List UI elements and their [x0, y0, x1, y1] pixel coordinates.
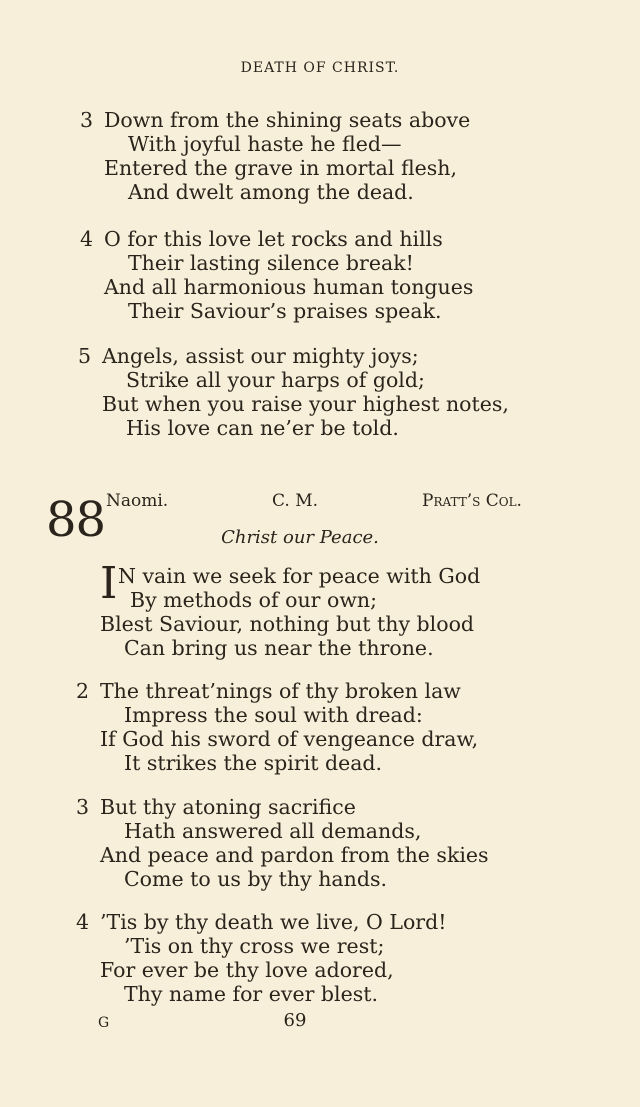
verse-line: And dwelt among the dead.	[128, 180, 414, 204]
verse-line: Can bring us near the throne.	[124, 636, 434, 660]
meter: C. M.	[272, 491, 319, 511]
verse-line: ’Tis on thy cross we rest;	[124, 934, 385, 958]
verse-line: It strikes the spirit dead.	[124, 751, 383, 775]
stanza-number: 4	[76, 910, 90, 934]
verse-line: But when you raise your highest notes,	[102, 392, 509, 416]
page-number: 69	[283, 1010, 307, 1031]
verse-line: If God his sword of vengeance draw,	[100, 727, 479, 751]
verse-line: O for this love let rocks and hills	[104, 227, 443, 251]
stanza-number: 5	[78, 344, 92, 368]
hymn-title: Christ our Peace.	[221, 527, 379, 548]
verse-line: ’Tis by thy death we live, O Lord!	[100, 910, 447, 934]
verse-line: Their lasting silence break!	[128, 251, 414, 275]
verse-line: Angels, assist our mighty joys;	[102, 344, 419, 368]
verse-line: Entered the grave in mortal flesh,	[104, 156, 458, 180]
verse-line: With joyful haste he fled—	[128, 132, 402, 156]
source: Pratt’s Col.	[422, 491, 522, 511]
verse-line: Come to us by thy hands.	[124, 867, 387, 891]
signature-mark: G	[98, 1015, 110, 1031]
stanza-number: 2	[76, 679, 90, 703]
verse-line: Impress the soul with dread:	[124, 703, 423, 727]
drop-cap: I	[100, 558, 118, 609]
verse-line: Blest Saviour, nothing but thy blood	[100, 612, 475, 636]
verse-line: Thy name for ever blest.	[124, 982, 378, 1006]
verse-line: Hath answered all demands,	[124, 819, 422, 843]
tune-name: Naomi.	[106, 491, 169, 511]
verse-line: And peace and pardon from the skies	[100, 843, 489, 867]
verse-line: The threat’nings of thy broken law	[100, 679, 461, 703]
verse-line: Down from the shining seats above	[104, 108, 471, 132]
verse-line: And all harmonious human tongues	[104, 275, 474, 299]
verse-line: Their Saviour’s praises speak.	[128, 299, 442, 323]
stanza-number: 3	[80, 108, 94, 132]
verse-line: His love can ne’er be told.	[126, 416, 399, 440]
verse-line: For ever be thy love adored,	[100, 958, 394, 982]
verse-line: Strike all your harps of gold;	[126, 368, 425, 392]
verse-line: By methods of our own;	[130, 588, 377, 612]
running-head: DEATH OF CHRIST.	[240, 60, 400, 76]
stanza-number: 3	[76, 795, 90, 819]
hymn-number: 88	[46, 492, 106, 548]
verse-line: But thy atoning sacrifice	[100, 795, 356, 819]
stanza-number: 4	[80, 227, 94, 251]
verse-line: N vain we seek for peace with God	[118, 564, 481, 588]
